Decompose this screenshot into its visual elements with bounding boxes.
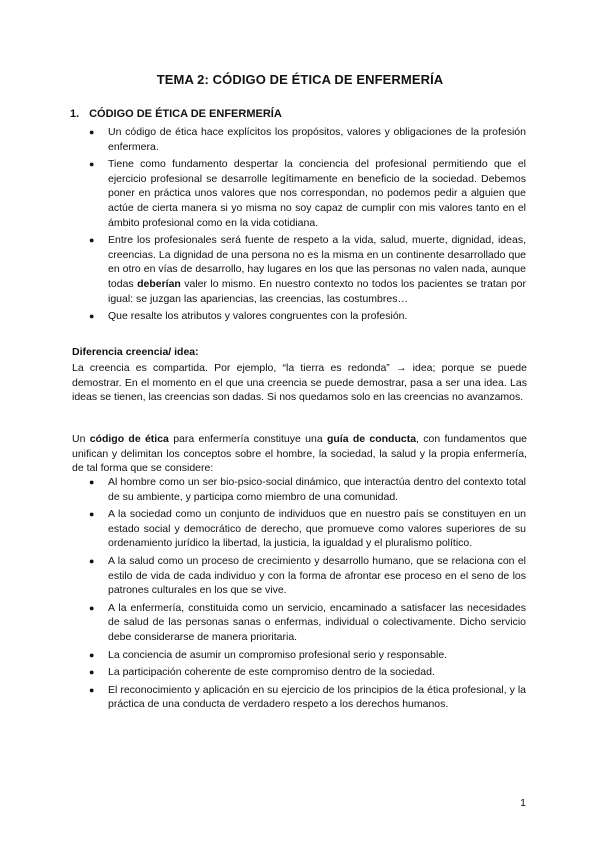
difference-paragraph: La creencia es compartida. Por ejemplo, “la tierra es redonda” → idea; porque se puede demostrar. En el momento en el que una creencia se puede demostrar, pasa a ser una idea. Las ideas se tienen, las creencias son dadas. Si nos quedamos solo en las creencias no avanzamos. — [72, 362, 527, 404]
code-bullet-list — [89, 475, 526, 715]
bullet-icon: ● — [89, 127, 95, 137]
emphasis: deberían — [137, 277, 181, 290]
list-item: ● La participación coherente de este compromiso dentro de la sociedad. — [89, 666, 435, 679]
list-item: ● Un código de ética hace explícitos los propósitos, valores y obligaciones de la profesión enfermera. — [89, 126, 526, 153]
document-title: TEMA 2: CÓDIGO DE ÉTICA DE ENFERMERÍA — [156, 72, 444, 87]
list-item: ● A la enfermería, constituida como un servicio, encaminado a satisfacer las necesidades de salud de las personas sanas o enfermas, individual o colectivamente. Dicho servicio debe considerarse de manera prioritaria. — [89, 601, 526, 643]
list-item: ● El reconocimiento y aplicación en su ejercicio de los principios de la ética profesional, y la práctica de una conducta de verdadero respeto a los derechos humanos. — [89, 683, 526, 711]
section-heading — [70, 108, 282, 120]
bullet-icon: ● — [89, 684, 95, 695]
bullet-icon: ● — [89, 649, 95, 660]
bullet-icon: ● — [89, 159, 95, 170]
section-bullet-list — [89, 125, 526, 327]
bullet-icon: ● — [89, 311, 95, 322]
difference-heading: Diferencia creencia/ idea: — [72, 346, 199, 358]
bullet-icon: ● — [89, 602, 95, 613]
section-heading-text: CÓDIGO DE ÉTICA DE ENFERMERÍA — [89, 108, 282, 120]
list-item: ● A la salud como un proceso de crecimiento y desarrollo humano, que se relaciona con el estilo de vida de cada individuo y con la forma de afrontar ese proceso en el seno de los patrones culturales en los que se vive. — [89, 554, 526, 597]
list-item: ● Que resalte los atributos y valores congruentes con la profesión. — [89, 310, 408, 323]
emphasis: guía de conducta — [326, 433, 417, 445]
bullet-icon: ● — [89, 477, 95, 487]
bullet-icon: ● — [89, 555, 95, 566]
list-item: ● Tiene como fundamento despertar la conciencia del profesional permitiendo que el ejercicio profesional se desarrolle legítimamente en beneficio de la sociedad. Debemos poner en práctica unos valores que nos correspondan, no podemos pedir a alguien que actúe de cierta manera si yo misma no soy capaz de cumplir con mis valores tanto en el ámbito profesional como en la vida cotidiana. — [89, 158, 526, 229]
list-item: ● La conciencia de asumir un compromiso profesional serio y responsable. — [89, 648, 448, 661]
bullet-icon: ● — [89, 667, 95, 678]
bullet-icon: ● — [89, 235, 95, 246]
emphasis: código de ética — [89, 433, 169, 445]
list-item: ● Al hombre como un ser bio-psico-social dinámico, que interactúa dentro del contexto total de su ambiente, y participa como miembro de una comunidad. — [89, 476, 526, 503]
list-item: ● A la sociedad como un conjunto de individuos que en nuestro país se constituyen en un estado social y democrático de derecho, que promueve como valores superiores de su ordenamiento jurídico la libertad, la justicia, la igualdad y el pluralismo político. — [89, 508, 526, 550]
section-number: 1. — [70, 108, 80, 120]
page-number: 1 — [520, 797, 526, 809]
bullet-icon: ● — [89, 509, 95, 520]
code-paragraph: Un código de ética para enfermería constituye una guía de conducta, con fundamentos que unifican y delimitan los conceptos sobre el hombre, la sociedad, la salud y la propia enfermería, de tal forma que se considere: — [72, 433, 527, 475]
list-item: ● Entre los profesionales será fuente de respeto a la vida, salud, muerte, dignidad, ideas, creencias. La dignidad de una persona no es la misma en un continente desarrollado que en otro en vías de desarrollo, hay lugares en los que las personas no valen nada, aunque todas deberían valer lo mismo. En nuestro contexto no todos los pacientes se tratan por igual: se juzgan las apariencias, las creencias, las costumbres… — [89, 234, 526, 305]
